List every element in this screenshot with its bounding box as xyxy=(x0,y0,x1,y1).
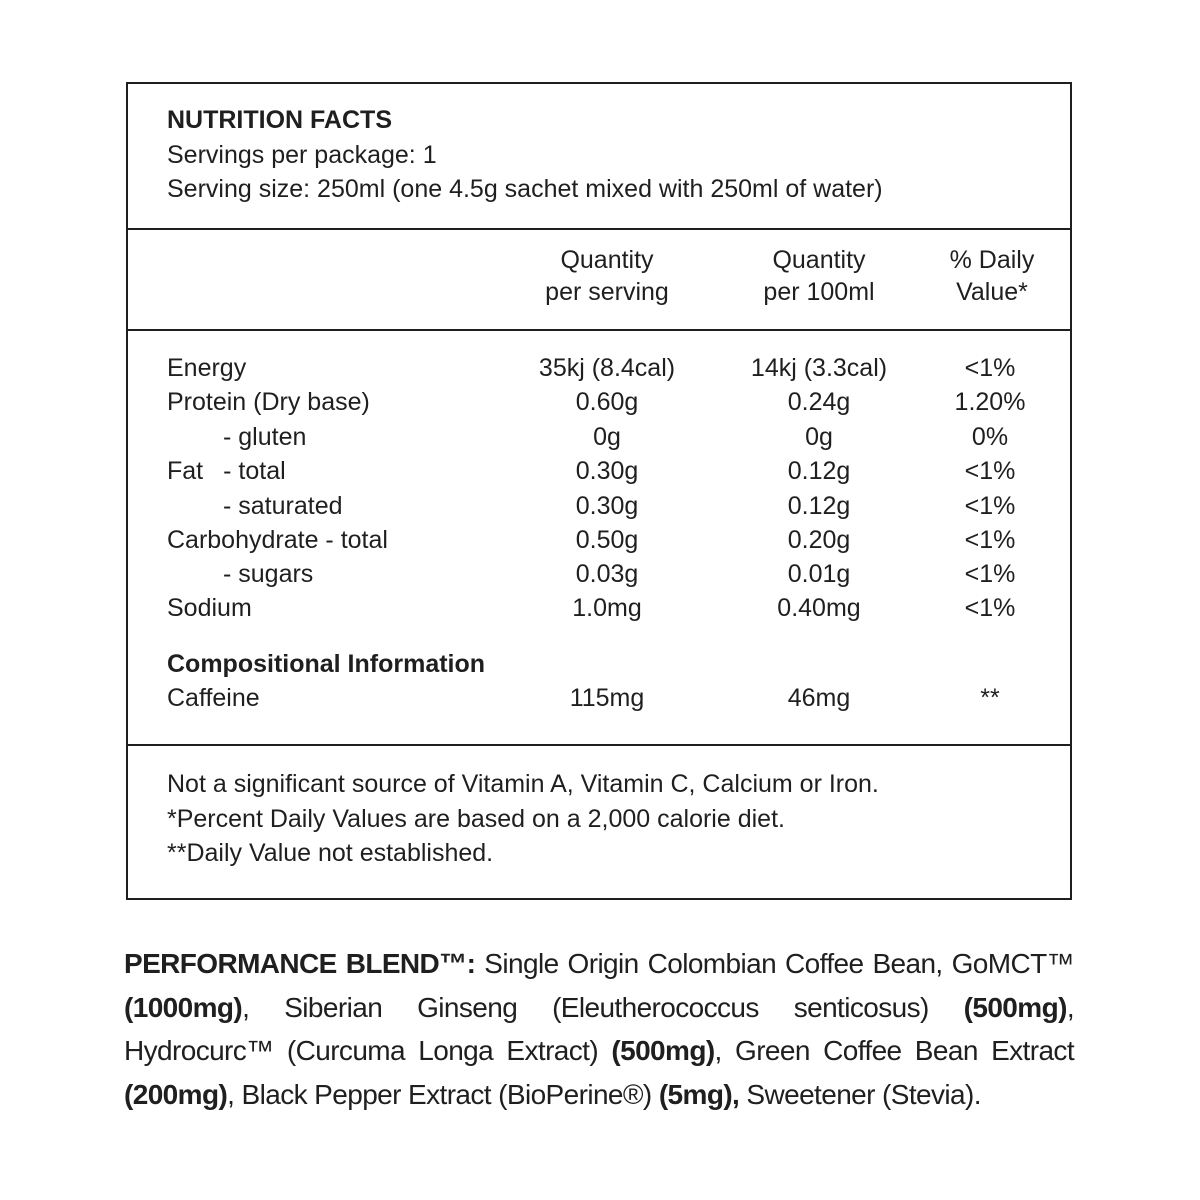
compositional-row-caffeine xyxy=(128,684,1070,718)
nutrient-row-carbohydrate xyxy=(128,526,1070,560)
nutrient-label xyxy=(167,457,286,486)
daily-value: <1% xyxy=(964,354,1016,382)
column-header-line2: per 100ml xyxy=(763,278,875,306)
per-100ml-value: 0.01g xyxy=(787,560,851,588)
per-100ml-value: 0.12g xyxy=(787,492,851,520)
blend-text: , Siberian Ginseng (Eleutherococcus senticosus) xyxy=(242,991,964,1023)
daily-value: <1% xyxy=(964,560,1016,588)
nutrient-label: Energy xyxy=(167,354,247,382)
per-serving-value: 0g xyxy=(593,423,621,451)
per-100ml-value: 0g xyxy=(805,423,833,451)
fat-total-label: - total xyxy=(223,457,286,485)
blend-title: PERFORMANCE BLEND™: xyxy=(124,948,476,979)
per-serving-value: 0.30g xyxy=(575,457,639,485)
column-header-line2: Value* xyxy=(956,278,1028,306)
column-header-per-100ml xyxy=(763,244,874,308)
nutrient-label: - saturated xyxy=(223,492,343,520)
column-header-per-serving xyxy=(545,244,669,308)
blend-amount: (5mg), xyxy=(658,1078,740,1110)
compositional-heading: Compositional Information xyxy=(167,650,486,678)
nutrient-row-sugars xyxy=(128,560,1070,594)
panel-title: NUTRITION FACTS xyxy=(167,106,392,134)
per-100ml-value: 0.40mg xyxy=(777,594,861,622)
daily-value: <1% xyxy=(964,492,1016,520)
column-header-line1: Quantity xyxy=(772,246,866,274)
per-serving-value: 115mg xyxy=(569,684,645,712)
daily-value: <1% xyxy=(964,594,1016,622)
blend-text: Sweetener (Stevia). xyxy=(739,1078,981,1110)
blend-text: Single Origin Colombian Coffee Bean, GoMCT™ xyxy=(475,948,1075,979)
blend-text: , Black Pepper Extract (BioPerine®) xyxy=(227,1078,659,1110)
daily-value: 0% xyxy=(971,423,1009,451)
footnote-not-established: **Daily Value not established. xyxy=(167,839,494,867)
nutrient-row-energy xyxy=(128,354,1070,388)
nutrient-row-fat-total xyxy=(128,457,1070,491)
per-100ml-value: 14kj (3.3cal) xyxy=(750,354,888,382)
nutrient-label: Protein (Dry base) xyxy=(167,388,370,416)
divider-footnotes xyxy=(128,744,1070,746)
nutrient-label: Sodium xyxy=(167,594,252,622)
blend-amount: (500mg) xyxy=(611,1035,715,1066)
blend-amount: (1000mg) xyxy=(124,991,243,1023)
per-100ml-value: 0.24g xyxy=(787,388,851,416)
divider-header xyxy=(128,228,1070,230)
column-header-line1: % Daily xyxy=(949,246,1035,274)
nutrient-row-sodium xyxy=(128,594,1070,628)
serving-size: Serving size: 250ml (one 4.5g sachet mixed with 250ml of water) xyxy=(167,175,883,203)
panel-header xyxy=(128,84,1070,229)
per-100ml-value: 46mg xyxy=(787,684,851,712)
nutrient-row-saturated xyxy=(128,492,1070,526)
per-serving-value: 0.60g xyxy=(575,388,639,416)
nutrient-row-protein xyxy=(128,388,1070,422)
column-header-line2: per serving xyxy=(545,278,669,306)
servings-per-package: Servings per package: 1 xyxy=(167,141,437,169)
per-serving-value: 0.50g xyxy=(575,526,639,554)
daily-value: <1% xyxy=(964,457,1016,485)
per-serving-value: 1.0mg xyxy=(572,594,642,622)
daily-value: 1.20% xyxy=(954,388,1026,416)
blend-text: , Green Coffee Bean Extract xyxy=(714,1035,1075,1066)
per-serving-value: 0.30g xyxy=(575,492,639,520)
divider-columns xyxy=(128,329,1070,331)
performance-blend-paragraph xyxy=(124,942,1074,1116)
column-header-line1: Quantity xyxy=(560,246,654,274)
daily-value: ** xyxy=(980,684,1000,712)
nutrient-label: - gluten xyxy=(223,423,307,451)
nutrient-label: Caffeine xyxy=(167,684,260,712)
blend-amount: (200mg) xyxy=(124,1078,228,1110)
per-serving-value: 35kj (8.4cal) xyxy=(538,354,676,382)
per-100ml-value: 0.12g xyxy=(787,457,851,485)
nutrient-label: - sugars xyxy=(223,560,314,588)
footnote-daily-values: *Percent Daily Values are based on a 2,000 calorie diet. xyxy=(167,805,785,833)
nutrient-label: Carbohydrate - total xyxy=(167,526,388,554)
nutrient-row-gluten xyxy=(128,423,1070,457)
daily-value: <1% xyxy=(964,526,1016,554)
per-100ml-value: 0.20g xyxy=(787,526,851,554)
fat-label: Fat xyxy=(167,457,204,485)
blend-text: , Hydrocurc™ (Curcuma Longa Extract) xyxy=(124,991,1074,1066)
column-header-daily-value xyxy=(950,244,1035,308)
footnote-vitamins: Not a significant source of Vitamin A, Vitamin C, Calcium or Iron. xyxy=(167,770,879,798)
nutrition-panel xyxy=(126,82,1072,900)
blend-amount: (500mg) xyxy=(963,991,1067,1023)
per-serving-value: 0.03g xyxy=(575,560,639,588)
